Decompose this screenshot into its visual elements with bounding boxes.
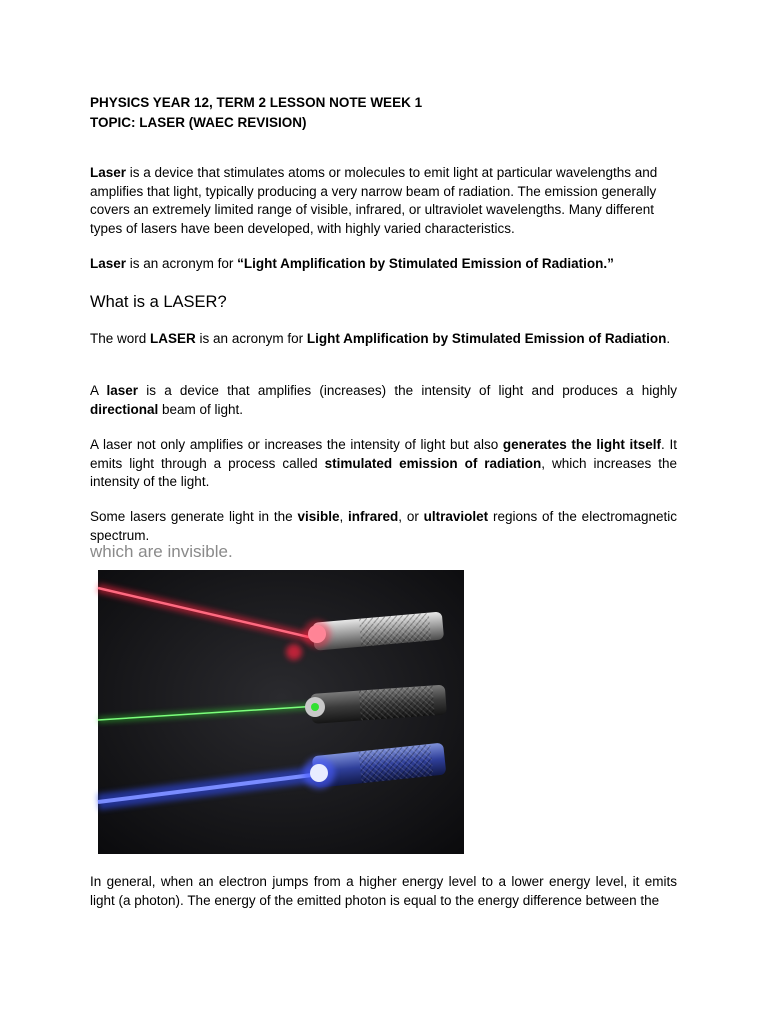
document-header xyxy=(90,93,677,133)
text: , xyxy=(339,509,349,524)
bold-text: stimulated emission of radiation xyxy=(324,455,542,471)
bold-text: directional xyxy=(90,401,159,417)
spectrum-paragraph xyxy=(90,508,677,545)
lesson-topic: TOPIC: LASER (WAEC REVISION) xyxy=(90,115,307,130)
text: A xyxy=(90,383,107,398)
text: beam of light. xyxy=(158,401,244,417)
text: is a device that amplifies (increases) the intensity of light and produces a highly xyxy=(138,383,677,398)
laser-term: Laser xyxy=(90,165,127,180)
acronym-expansion: “Light Amplification by Stimulated Emission of Radiation.” xyxy=(237,256,614,271)
intro-paragraph xyxy=(90,164,677,238)
black-pointer-grip xyxy=(359,685,435,720)
intro-text: is a device that stimulates atoms or molecules to emit light at particular wavelengths and amplifies that light, typically producing a very narrow beam of radiation. The emission generally covers an extremely limited range of visible, infrared, or ultraviolet wavelengths. Many different types of lasers have been developed, with highly varied characteristics. xyxy=(90,165,658,236)
text: regions of the electromagnetic spectrum. xyxy=(90,509,677,543)
acronym-paragraph xyxy=(90,255,677,274)
laser-pointers-photo xyxy=(98,570,464,854)
red-reflection xyxy=(286,644,302,660)
cropped-caption: which are invisible. xyxy=(90,542,233,561)
text: Some lasers generate light in the xyxy=(90,509,298,524)
word-laser-paragraph xyxy=(90,330,677,349)
text: . It emits light through a process called xyxy=(90,437,677,471)
blue-aperture xyxy=(310,764,328,782)
closing-paragraph: In general, when an electron jumps from a higher energy level to a lower energy level, it emits light (a photon). The energy of the emitted photon is equal to the energy difference between the xyxy=(90,874,677,908)
bold-text: laser xyxy=(106,383,139,398)
lesson-title: PHYSICS YEAR 12, TERM 2 LESSON NOTE WEEK 1 xyxy=(90,95,423,110)
text: The word xyxy=(90,331,151,346)
bold-text: visible xyxy=(297,509,340,524)
laser-term: Laser xyxy=(90,256,127,271)
emission-paragraph xyxy=(90,436,677,492)
text: , which increases the intensity of the light. xyxy=(90,455,677,489)
bold-text: LASER xyxy=(150,331,196,346)
bold-text: Light Amplification by Stimulated Emission of Radiation xyxy=(306,331,667,346)
text: A laser not only amplifies or increases the intensity of light but also xyxy=(90,437,503,452)
text: . xyxy=(666,331,671,346)
acronym-text: is an acronym for xyxy=(126,256,238,271)
bold-text: generates the light itself xyxy=(502,437,662,452)
text: , or xyxy=(398,509,424,524)
device-paragraph xyxy=(90,382,677,419)
green-aperture xyxy=(311,703,319,711)
bold-text: ultraviolet xyxy=(423,509,489,524)
section-heading: What is a LASER? xyxy=(90,293,227,311)
text: is an acronym for xyxy=(195,331,307,346)
bold-text: infrared xyxy=(348,509,399,524)
